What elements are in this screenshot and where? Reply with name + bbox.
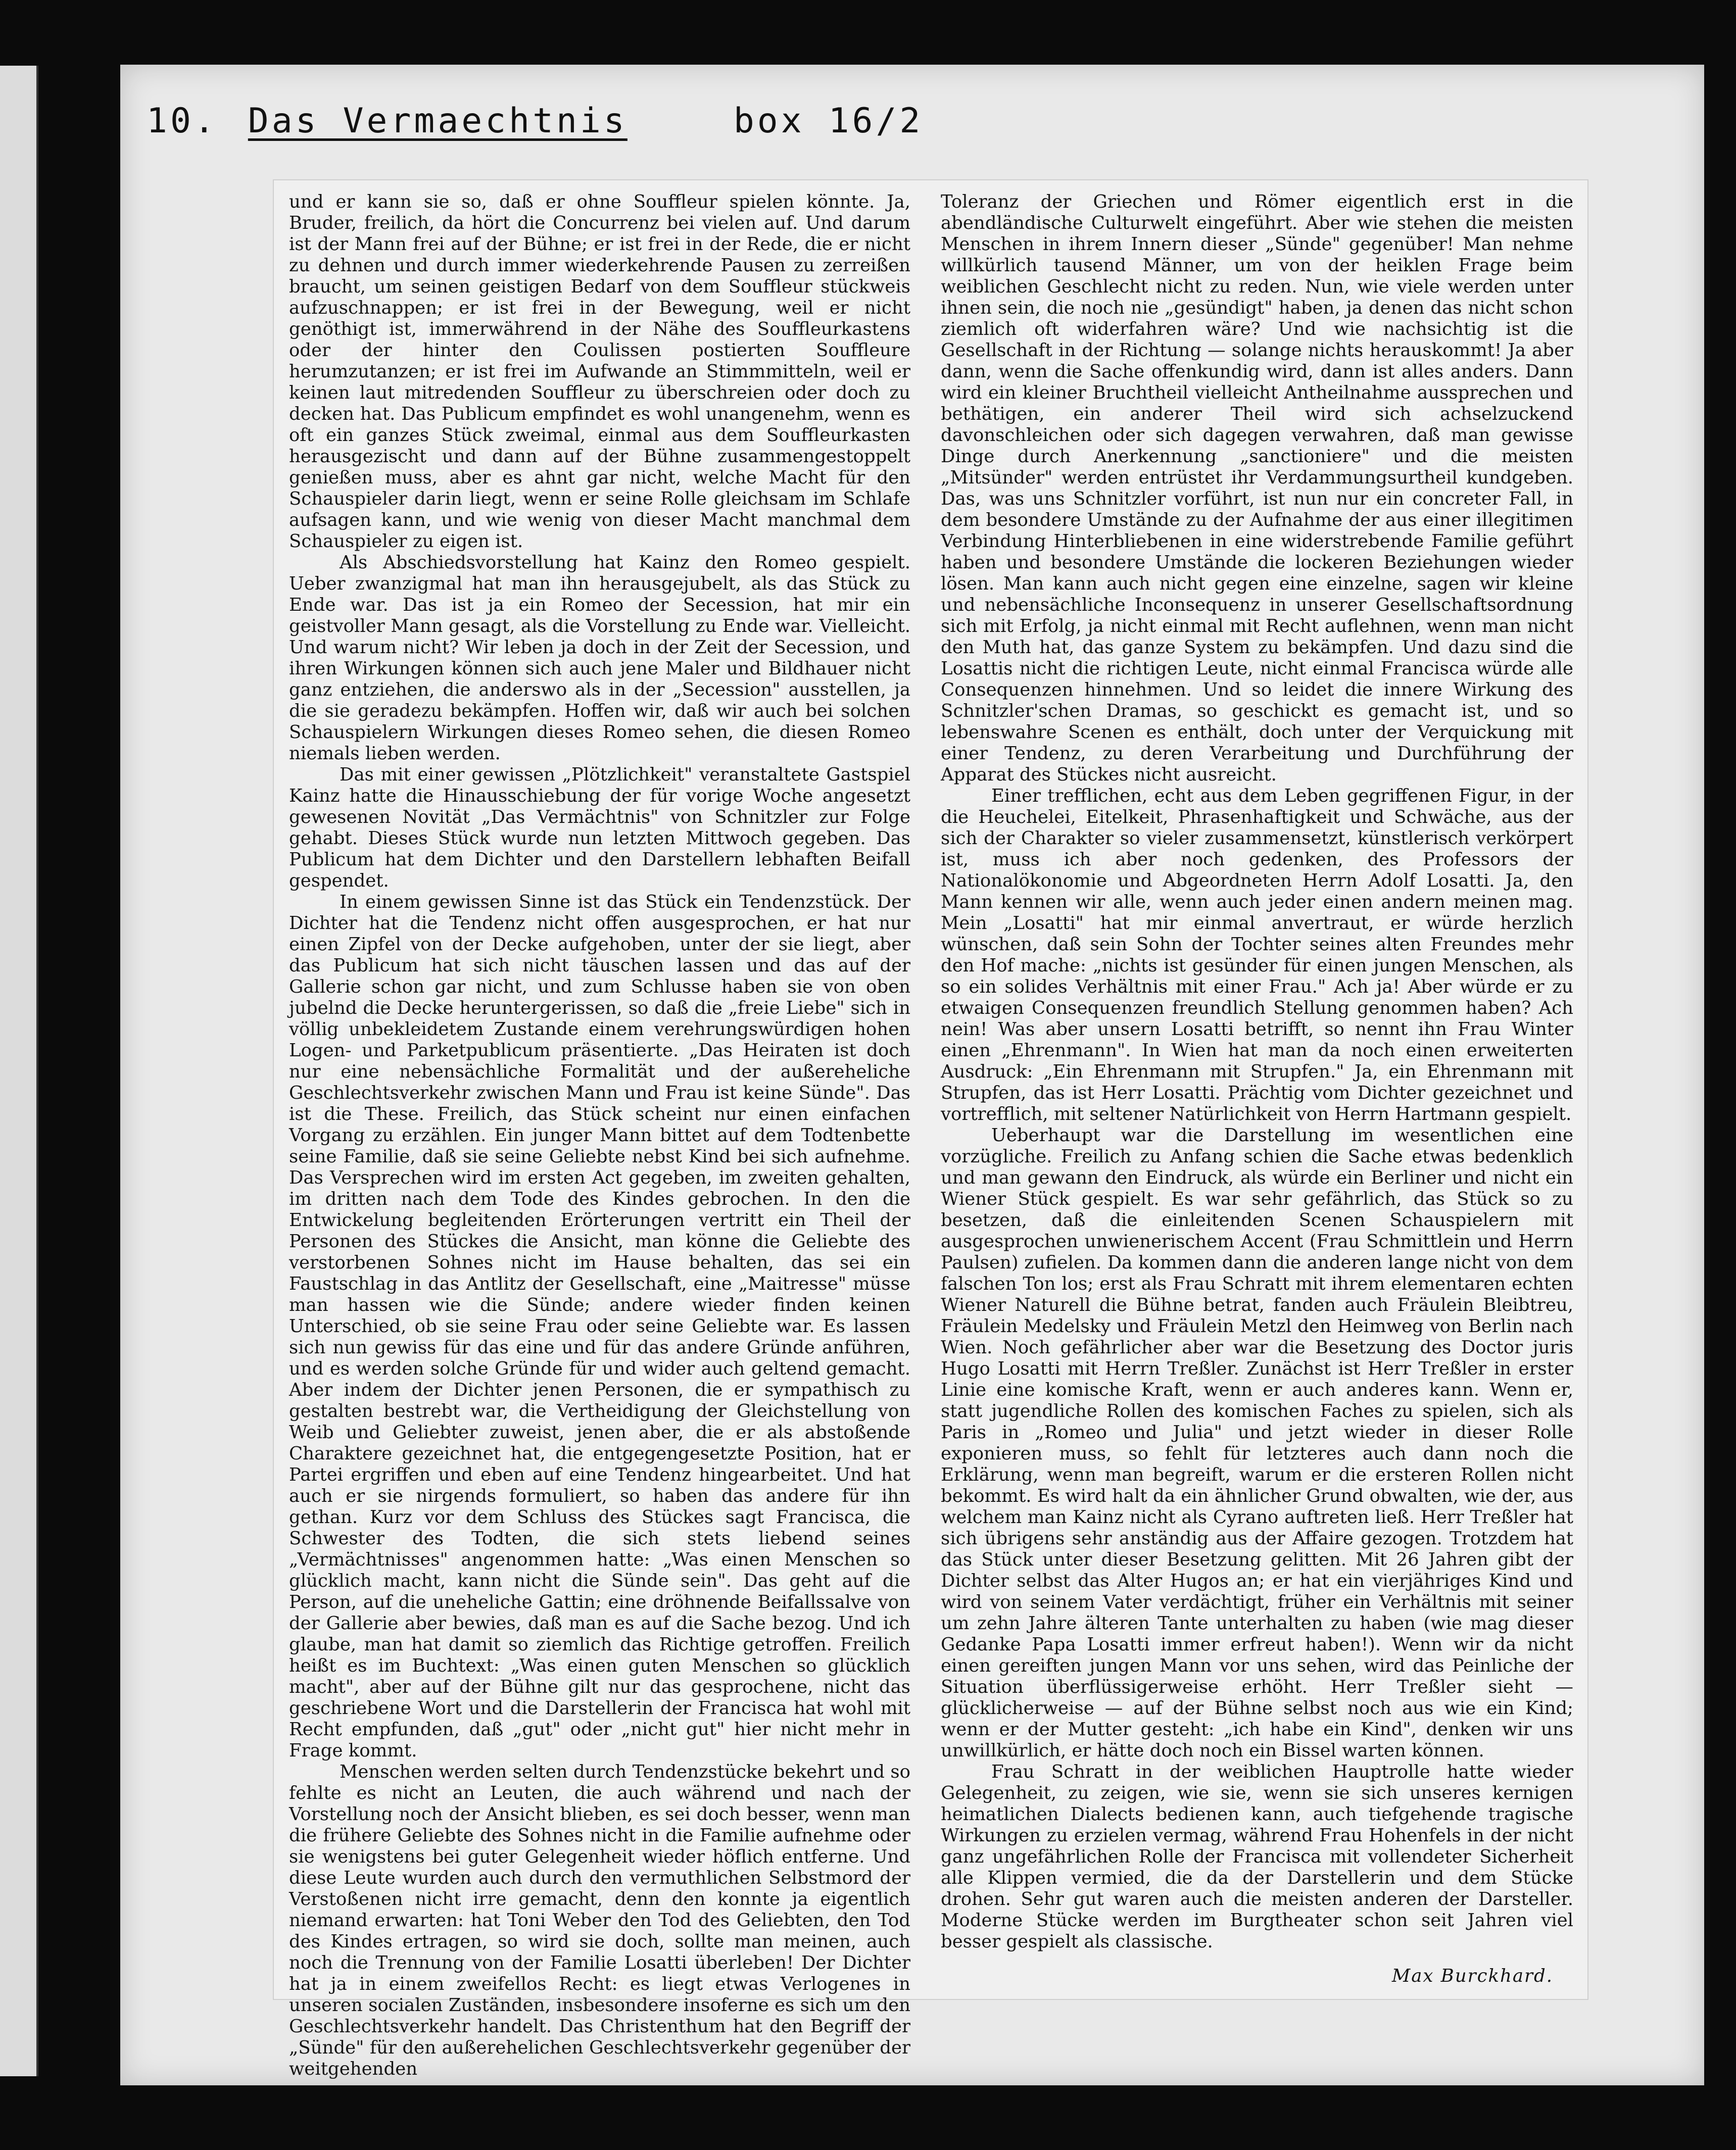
paragraph: Frau Schratt in der weiblichen Hauptrolle hatte wieder Gelegenheit, zu zeigen, wie sie, wenn sie sich unseres kernigen heimatlichen Dialects bedienen kann, auch tiefgehende tragische Wirkungen zu erzielen vermag, während Frau Hohenfels in der nicht ganz ungefährlichen Rolle der Francisca mit vollendeter Sicherheit alle Klippen vermied, die da der Darstellerin und dem Stücke drohen. Sehr gut waren auch die meisten anderen der Darsteller. Moderne Stücke werden im Burgtheater schon seit Jahren viel besser gespielt als classische. (941, 1762, 1573, 1952)
document-title: Das Vermaechtnis (248, 101, 628, 141)
newspaper-clipping (273, 179, 1588, 2079)
left-column (289, 191, 910, 2080)
paragraph: und er kann sie so, daß er ohne Souffleur spielen könnte. Ja, Bruder, freilich, da hört die Concurrenz bei vielen auf. Und darum ist der Mann frei auf der Bühne; er ist frei in der Rede, die er nicht zu dehnen und durch immer wiederkehrende Pausen zu zerreißen braucht, um seinen geistigen Bedarf von dem Souffleur stückweis aufzuschnappen; er ist frei in der Bewegung, weil er nicht genöthigt ist, immerwährend in der Nähe des Souffleurkastens oder der hinter den Coulissen postierten Souffleure herumzutanzen; er ist frei im Aufwande an Stimmmitteln, weil er keinen laut mitredenden Souffleur zu überschreien oder doch zu decken hat. Das Publicum empfindet es wohl unangenehm, wenn es oft ein ganzes Stück zweimal, einmal aus dem Souffleurkasten herausgezischt und dann auf der Bühne zusammengestoppelt genießen muss, aber es ahnt gar nicht, welche Macht für den Schauspieler darin liegt, wenn er seine Rolle gleichsam im Schlafe aufsagen kann, und wie wenig von dieser Macht manchmal dem Schauspieler zu eigen ist. (289, 191, 910, 552)
paragraph: Als Abschiedsvorstellung hat Kainz den Romeo gespielt. Ueber zwanzigmal hat man ihn herausgejubelt, als das Stück zu Ende war. Das ist ja ein Romeo der Secession, hat mir ein geistvoller Mann gesagt, als die Vorstellung zu Ende war. Vielleicht. Und warum nicht? Wir leben ja doch in der Zeit der Secession, und ihren Wirkungen können sich auch jene Maler und Bildhauer nicht ganz entziehen, die anderswo als in der „Secession" ausstellen, ja die sie geradezu bekämpfen. Hoffen wir, daß wir auch bei solchen Schauspielern Wirkungen dieses Romeo sehen, die diesen Romeo niemals lieben werden. (289, 552, 910, 764)
right-column (941, 191, 1573, 1987)
author-signature: Max Burckhard. (1391, 1966, 1553, 1986)
paragraph: Das mit einer gewissen „Plötzlichkeit" veranstaltete Gastspiel Kainz hatte die Hinausschiebung der für vorige Woche angesetzt gewesenen Novität „Das Vermächtnis" von Schnitzler zur Folge gehabt. Dieses Stück wurde nun letzten Mittwoch gegeben. Das Publicum hat dem Dichter und den Darstellern lebhaften Beifall gespendet. (289, 764, 910, 891)
sheet-number: 10. (147, 101, 218, 141)
paragraph: Ueberhaupt war die Darstellung im wesentlichen eine vorzügliche. Freilich zu Anfang schien die Sache etwas bedenklich und man gewann den Eindruck, als würde ein Berliner und nicht ein Wiener Stück gespielt. Es war sehr gefährlich, das Stück so zu besetzen, daß die einleitenden Scenen Schauspielern mit ausgesprochen unwienerischem Accent (Frau Schmittlein und Herrn Paulsen) zufielen. Da kommen dann die anderen lange nicht von dem falschen Ton los; erst als Frau Schratt mit ihrem elementaren echten Wiener Naturell die Bühne betrat, fanden auch Fräulein Bleibtreu, Fräulein Medelsky und Fräulein Metzl den Heimweg von Berlin nach Wien. Noch gefährlicher aber war die Besetzung des Doctor juris Hugo Losatti mit Herrn Treßler. Zunächst ist Herr Treßler in erster Linie eine komische Kraft, wenn er auch anderes kann. Wenn er, statt jugendliche Rollen des komischen Faches zu spielen, sich als Paris in „Romeo und Julia" und jetzt wieder in dieser Rolle exponieren muss, so fehlt für letzteres auch dann noch die Erklärung, wenn man begreift, warum er die ersteren Rollen nicht bekommt. Es wird halt da ein ähnlicher Grund obwalten, wie der, aus welchem man Kainz nicht als Cyrano auftreten ließ. Herr Treßler hat sich übrigens sehr anständig aus der Affaire gezogen. Trotzdem hat das Stück unter dieser Besetzung gelitten. Mit 26 Jahren gibt der Dichter selbst das Alter Hugos an; er hat ein vierjähriges Kind und wird von seinem Vater verdächtigt, früher ein Verhältnis mit seiner um zehn Jahre älteren Tante unterhalten zu haben (wie mag dieser Gedanke Papa Losatti immer erfreut haben!). Wenn wir da nicht einen gereiften jungen Mann vor uns sehen, wird das Peinliche der Situation überflüssigerweise erhöht. Herr Treßler sieht — glücklicherweise — auf der Bühne selbst noch aus wie ein Kind; wenn er der Mutter gesteht: „ich habe ein Kind", denken wir uns unwillkürlich, er hätte doch noch ein Bissel warten können. (941, 1125, 1573, 1761)
paragraph: In einem gewissen Sinne ist das Stück ein Tendenzstück. Der Dichter hat die Tendenz nicht offen ausgesprochen, er hat nur einen Zipfel von der Decke aufgehoben, unter der sie liegt, aber das Publicum hat sich nicht täuschen lassen und das auf der Gallerie schon gar nicht, und zum Schlusse haben sie von oben jubelnd die Decke heruntergerissen, so daß die „freie Liebe" sich in völlig unbekleidetem Zustande einem verehrungswürdigen hohen Logen- und Parketpublicum präsentierte. „Das Heiraten ist doch nur eine nebensächliche Formalität und der außereheliche Geschlechtsverkehr zwischen Mann und Frau ist keine Sünde". Das ist die These. Freilich, das Stück scheint nur einen einfachen Vorgang zu erzählen. Ein junger Mann bittet auf dem Todtenbette seine Familie, daß sie seine Geliebte nebst Kind bei sich aufnehme. Das Versprechen wird im ersten Act gegeben, im zweiten gehalten, im dritten nach dem Tode des Kindes gebrochen. In den die Entwickelung begleitenden Erörterungen vertritt ein Theil der Personen des Stückes die Ansicht, man könne die Geliebte des verstorbenen Sohnes nicht im Hause behalten, das sei ein Faustschlag in das Antlitz der Gesellschaft, eine „Maitresse" müsse man hassen wie die Sünde; andere wieder finden keinen Unterschied, ob sie seine Frau oder seine Geliebte war. Es lassen sich nun gewiss für das eine und für das andere Gründe anführen, und es werden solche Gründe für und wider auch geltend gemacht. Aber indem der Dichter jenen Personen, die er sympathisch zu gestalten bestrebt war, die Vertheidigung der Gleichstellung von Weib und Geliebter zuweist, jenen aber, die er als abstoßende Charaktere gezeichnet hat, die entgegengesetzte Position, hat er Partei ergriffen und eben auf eine Tendenz hingearbeitet. Und hat auch er sie nirgends formuliert, so haben das andere für ihn gethan. Kurz vor dem Schluss des Stückes sagt Francisca, die Schwester des Todten, die sich stets liebend seines „Vermächtnisses" angenommen hatte: „Was einen Menschen so glücklich macht, kann nicht die Sünde sein". Das geht auf die Person, auf die uneheliche Gattin; eine dröhnende Beifallssalve von der Gallerie aber bewies, daß man es auf die Sache bezog. Und ich glaube, man hat damit so ziemlich das Richtige getroffen. Freilich heißt es im Buchtext: „Was einen guten Menschen so glücklich macht", aber auf der Bühne gilt nur das gesprochene, nicht das geschriebene Wort und die Darstellerin der Francisca hat wohl mit Recht empfunden, daß „gut" oder „nicht gut" hier nicht mehr in Frage kommt. (289, 892, 910, 1761)
paragraph: Toleranz der Griechen und Römer eigentlich erst in die abendländische Culturwelt eingeführt. Aber wie stehen die meisten Menschen in ihrem Innern dieser „Sünde" gegenüber! Man nehme willkürlich tausend Männer, um von der heiklen Frage beim weiblichen Geschlecht nicht zu reden. Nun, wie viele werden unter ihnen sein, die noch nie „gesündigt" haben, ja denen das nicht schon ziemlich oft widerfahren wäre? Und wie nachsichtig ist die Gesellschaft in der Richtung — solange nichts herauskommt! Ja aber dann, wenn die Sache offenkundig wird, dann ist alles anders. Dann wird ein kleiner Bruchtheil vielleicht Antheilnahme aussprechen und bethätigen, ein anderer Theil wird sich achselzuckend davonschleichen oder sich dagegen verwahren, daß man gewisse Dinge durch Anerkennung „sanctioniere" und die meisten „Mitsünder" werden entrüstet ihr Verdammungsurtheil kundgeben. Das, was uns Schnitzler vorführt, ist nun nur ein concreter Fall, in dem besondere Umstände zu der Aufnahme der aus einer illegitimen Verbindung Hinterbliebenen in eine widerstrebende Familie geführt haben und besondere Umstände die lockeren Beziehungen wieder lösen. Man kann auch nicht gegen eine einzelne, sagen wir kleine und nebensächliche Inconsequenz in unserer Gesellschaftsordnung sich mit Erfolg, ja nicht einmal mit Recht auflehnen, wenn man nicht den Muth hat, das ganze System zu bekämpfen. Und dazu sind die Losattis nicht die richtigen Leute, nicht einmal Francisca würde alle Consequenzen hinnehmen. Und so leidet die innere Wirkung des Schnitzler'schen Dramas, so geschickt es gemacht ist, und so lebenswahre Scenen es enthält, doch unter der Verquickung mit einer Tendenz, zu deren Verarbeitung und Durchführung der Apparat des Stückes nicht ausreicht. (941, 191, 1573, 785)
box-label: box 16/2 (733, 101, 924, 141)
adjacent-page-edge (0, 66, 38, 2076)
paragraph: Einer trefflichen, echt aus dem Leben gegriffenen Figur, in der die Heuchelei, Eitelkeit, Phrasenhaftigkeit und Schwäche, aus der sich der Charakter so vieler zusammensetzt, künstlerisch verkörpert ist, muss ich aber noch gedenken, des Professors der Nationalökonomie und Abgeordneten Herrn Adolf Losatti. Ja, den Mann kennen wir alle, wenn auch jeder einen andern meinen mag. Mein „Losatti" hat mir einmal anvertraut, er würde herzlich wünschen, daß sein Sohn der Tochter seines alten Freundes mehr den Hof mache: „nichts ist gesünder für einen jungen Menschen, als so ein solides Verhältnis mit einer Frau." Ach ja! Aber würde er zu etwaigen Consequenzen freundlich Stellung genommen haben? Ach nein! Was aber unsern Losatti betrifft, so nennt ihn Frau Winter einen „Ehrenmann". In Wien hat man da noch einen erweiterten Ausdruck: „Ein Ehrenmann mit Strupfen." Ja, ein Ehrenmann mit Strupfen, das ist Herr Losatti. Prächtig vom Dichter gezeichnet und vortrefflich, mit seltener Natürlichkeit von Herrn Hartmann gespielt. (941, 786, 1573, 1125)
paragraph: Menschen werden selten durch Tendenzstücke bekehrt und so fehlte es nicht an Leuten, die auch während und nach der Vorstellung noch der Ansicht blieben, es sei doch besser, wenn man die frühere Geliebte des Sohnes nicht in die Familie aufnehme oder sie wenigstens bei guter Gelegenheit wieder höflich entferne. Und diese Leute wurden auch durch den vermuthlichen Selbstmord der Verstoßenen nicht irre gemacht, denn den konnte ja eigentlich niemand erwarten: hat Toni Weber den Tod des Geliebten, den Tod des Kindes ertragen, so wird sie doch, sollte man meinen, auch noch die Trennung von der Familie Losatti überleben! Der Dichter hat ja in einem zweifellos Recht: es liegt etwas Verlogenes in unseren socialen Zuständen, insbesondere insoferne es sich um den Geschlechtsverkehr handelt. Das Christenthum hat den Begriff der „Sünde" für den außerehelichen Geschlechtsverkehr gegenüber der weitgehenden (289, 1762, 910, 2079)
archive-header (147, 101, 923, 157)
